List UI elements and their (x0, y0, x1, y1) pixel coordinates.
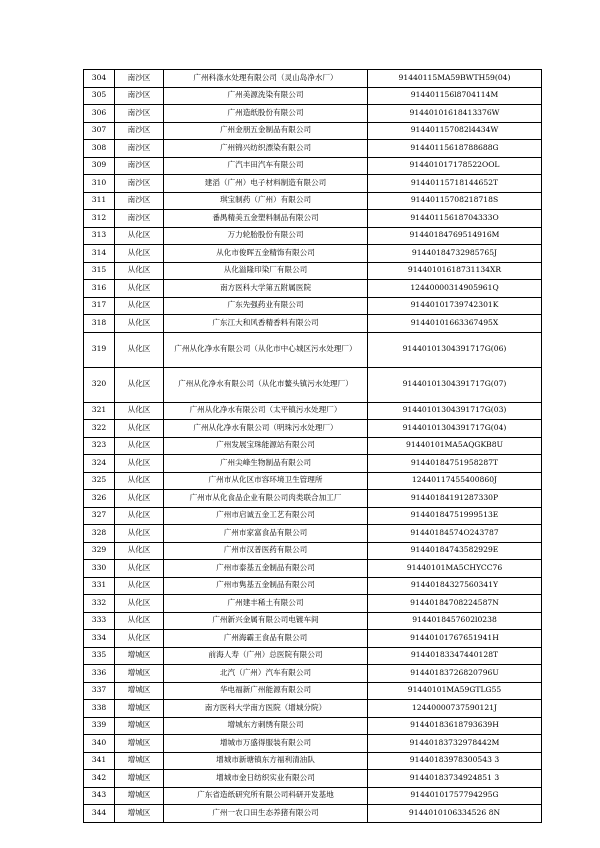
row-district: 从化区 (115, 490, 164, 508)
row-district: 南沙区 (115, 122, 164, 140)
row-company-name: 华电福新广州能源有限公司 (164, 682, 368, 700)
row-district: 增城区 (115, 752, 164, 770)
table-row (84, 595, 542, 613)
row-number: 314 (84, 245, 115, 263)
row-district: 从化区 (115, 560, 164, 578)
row-company-name: 番禺精美五金塑料制品有限公司 (164, 210, 368, 228)
row-credit-code: 914401157082l4434W (368, 122, 542, 140)
table-row (84, 630, 542, 648)
row-company-name: 广东江大和风香精香料有限公司 (164, 315, 368, 333)
row-credit-code: 914401156l8704114M (368, 87, 542, 105)
row-credit-code: 91440115718144652T (368, 175, 542, 193)
table-row (84, 315, 542, 333)
row-district: 从化区 (115, 420, 164, 438)
row-credit-code: 91440184191287330P (368, 490, 542, 508)
row-district: 从化区 (115, 367, 164, 402)
table-row (84, 700, 542, 718)
table-row (84, 735, 542, 753)
row-district: 从化区 (115, 297, 164, 315)
row-district: 增城区 (115, 682, 164, 700)
table-row (84, 87, 542, 105)
registry-table (83, 69, 542, 823)
row-number: 342 (84, 770, 115, 788)
row-number: 327 (84, 507, 115, 525)
row-credit-code: 91440183618793639H (368, 717, 542, 735)
row-district: 从化区 (115, 472, 164, 490)
row-credit-code: 91440115708218718S (368, 192, 542, 210)
table-row (84, 175, 542, 193)
row-district: 增城区 (115, 665, 164, 683)
row-credit-code: 9144018457602l0238 (368, 612, 542, 630)
row-credit-code: 9144010106334526 8N (368, 805, 542, 823)
row-company-name: 广东省造纸研究所有限公司科研开发基地 (164, 787, 368, 805)
table-row (84, 192, 542, 210)
table-row (84, 297, 542, 315)
row-number: 334 (84, 630, 115, 648)
table-row (84, 560, 542, 578)
row-company-name: 广州美源洗染有限公司 (164, 87, 368, 105)
row-number: 344 (84, 805, 115, 823)
table-row (84, 647, 542, 665)
row-number: 339 (84, 717, 115, 735)
table-row (84, 227, 542, 245)
row-district: 南沙区 (115, 192, 164, 210)
row-credit-code: 91440101304391717G(03) (368, 402, 542, 420)
row-company-name: 广州发展宝珠能源站有限公司 (164, 437, 368, 455)
row-number: 340 (84, 735, 115, 753)
row-credit-code: 91440183347440128T (368, 647, 542, 665)
row-company-name: 广州一农口田生态养猪有限公司 (164, 805, 368, 823)
row-district: 从化区 (115, 332, 164, 367)
row-district: 南沙区 (115, 87, 164, 105)
table-row (84, 420, 542, 438)
row-credit-code: 91440101767651941H (368, 630, 542, 648)
table-row (84, 752, 542, 770)
table-row (84, 122, 542, 140)
row-credit-code: 91440101304391717G(06) (368, 332, 542, 367)
row-district: 南沙区 (115, 210, 164, 228)
row-number: 330 (84, 560, 115, 578)
row-credit-code: 91440115618704333O (368, 210, 542, 228)
table-row (84, 805, 542, 823)
table-row (84, 682, 542, 700)
row-credit-code: 91440101304391717G(04) (368, 420, 542, 438)
row-number: 317 (84, 297, 115, 315)
row-credit-code: 91440101757794295G (368, 787, 542, 805)
row-company-name: 琪宝制药（广州）有限公司 (164, 192, 368, 210)
row-district: 从化区 (115, 402, 164, 420)
table-row (84, 367, 542, 402)
table-row (84, 402, 542, 420)
table-row (84, 490, 542, 508)
table-row (84, 577, 542, 595)
table-row (84, 507, 542, 525)
row-number: 328 (84, 525, 115, 543)
table-row (84, 717, 542, 735)
row-credit-code: 91440183726820796U (368, 665, 542, 683)
row-credit-code: 91440115MA59BWTH59(04) (368, 70, 542, 88)
row-company-name: 广州市汉普医药有限公司 (164, 542, 368, 560)
table-row (84, 472, 542, 490)
row-company-name: 南方医科大学南方医院（增城分院） (164, 700, 368, 718)
row-company-name: 广州市从化食品企业有限公司肉类联合加工厂 (164, 490, 368, 508)
row-company-name: 南方医科大学第五附属医院 (164, 280, 368, 298)
row-credit-code: 91440183978300543 3 (368, 752, 542, 770)
row-number: 336 (84, 665, 115, 683)
table-row (84, 262, 542, 280)
row-credit-code: 12440000737590121J (368, 700, 542, 718)
row-company-name: 广州市泰基五金制品有限公司 (164, 560, 368, 578)
row-credit-code: 914401017178522OOL (368, 157, 542, 175)
table-row (84, 210, 542, 228)
table-row (84, 245, 542, 263)
row-number: 337 (84, 682, 115, 700)
row-number: 329 (84, 542, 115, 560)
row-number: 321 (84, 402, 115, 420)
row-number: 333 (84, 612, 115, 630)
row-number: 308 (84, 140, 115, 158)
row-district: 增城区 (115, 647, 164, 665)
row-company-name: 广州新兴金属有限公司电镀车间 (164, 612, 368, 630)
row-credit-code: 91440183732978442M (368, 735, 542, 753)
row-district: 从化区 (115, 262, 164, 280)
row-company-name: 广州锦兴纺织漂染有限公司 (164, 140, 368, 158)
row-company-name: 广州造纸股份有限公司 (164, 105, 368, 123)
table-row (84, 105, 542, 123)
table-row (84, 332, 542, 367)
row-credit-code: 91440101304391717G(07) (368, 367, 542, 402)
row-credit-code: 91440101618731134XR (368, 262, 542, 280)
row-number: 343 (84, 787, 115, 805)
row-company-name: 增城市万盛得服装有限公司 (164, 735, 368, 753)
table-row (84, 542, 542, 560)
row-district: 增城区 (115, 700, 164, 718)
row-company-name: 广州从化净水有限公司（明珠污水处理厂） (164, 420, 368, 438)
row-district: 从化区 (115, 227, 164, 245)
row-number: 338 (84, 700, 115, 718)
row-credit-code: 91440183734924851 3 (368, 770, 542, 788)
registry-table-body (84, 70, 542, 823)
row-credit-code: 91440184751999513E (368, 507, 542, 525)
row-district: 增城区 (115, 770, 164, 788)
row-company-name: 广州从化净水有限公司（从化市中心城区污水处理厂） (164, 332, 368, 367)
table-row (84, 157, 542, 175)
row-company-name: 广州市隽基五金制品有限公司 (164, 577, 368, 595)
table-row (84, 612, 542, 630)
row-credit-code: 91440184743582929E (368, 542, 542, 560)
row-credit-code: 91440184751958287T (368, 455, 542, 473)
row-company-name: 前海人寿（广州）总医院有限公司 (164, 647, 368, 665)
row-company-name: 万力轮胎股份有限公司 (164, 227, 368, 245)
row-district: 增城区 (115, 717, 164, 735)
row-district: 从化区 (115, 455, 164, 473)
row-credit-code: 91440101MA59GTLG55 (368, 682, 542, 700)
row-credit-code: 12440000314905961Q (368, 280, 542, 298)
row-number: 306 (84, 105, 115, 123)
row-number: 332 (84, 595, 115, 613)
table-row (84, 455, 542, 473)
row-number: 325 (84, 472, 115, 490)
row-district: 从化区 (115, 315, 164, 333)
row-district: 南沙区 (115, 105, 164, 123)
row-district: 从化区 (115, 437, 164, 455)
row-company-name: 广东先强药业有限公司 (164, 297, 368, 315)
row-number: 331 (84, 577, 115, 595)
row-district: 增城区 (115, 805, 164, 823)
row-district: 南沙区 (115, 140, 164, 158)
row-district: 从化区 (115, 280, 164, 298)
row-company-name: 北汽（广州）汽车有限公司 (164, 665, 368, 683)
row-district: 增城区 (115, 787, 164, 805)
row-credit-code: 91440101739742301K (368, 297, 542, 315)
row-district: 南沙区 (115, 157, 164, 175)
table-row (84, 525, 542, 543)
row-credit-code: 12440117455400860J (368, 472, 542, 490)
row-company-name: 广州金朋五金制品有限公司 (164, 122, 368, 140)
row-credit-code: 91440115618788688G (368, 140, 542, 158)
row-credit-code: 91440101MA5AQGKB8U (368, 437, 542, 455)
row-company-name: 广州科涤水处理有限公司（灵山岛净水厂） (164, 70, 368, 88)
row-company-name: 广州市家富食品有限公司 (164, 525, 368, 543)
row-number: 326 (84, 490, 115, 508)
row-credit-code: 91440101663367495X (368, 315, 542, 333)
row-number: 304 (84, 70, 115, 88)
row-credit-code: 91440184574O243787 (368, 525, 542, 543)
row-company-name: 增城市金日纺织实业有限公司 (164, 770, 368, 788)
row-company-name: 广州尖峰生物制品有限公司 (164, 455, 368, 473)
row-number: 313 (84, 227, 115, 245)
table-row (84, 437, 542, 455)
row-credit-code: 91440184708224587N (368, 595, 542, 613)
row-number: 316 (84, 280, 115, 298)
row-company-name: 广州从化净水有限公司（太平镇污水处理厂） (164, 402, 368, 420)
row-district: 从化区 (115, 612, 164, 630)
row-company-name: 广州市从化区市容环境卫生管理所 (164, 472, 368, 490)
table-row (84, 665, 542, 683)
row-number: 310 (84, 175, 115, 193)
row-credit-code: 91440184732985765J (368, 245, 542, 263)
row-company-name: 广州海霸王食品有限公司 (164, 630, 368, 648)
row-district: 从化区 (115, 525, 164, 543)
row-company-name: 建滔（广州）电子材料制造有限公司 (164, 175, 368, 193)
row-number: 305 (84, 87, 115, 105)
row-company-name: 广州市启诚五金工艺有限公司 (164, 507, 368, 525)
row-district: 增城区 (115, 735, 164, 753)
table-row (84, 140, 542, 158)
table-row (84, 70, 542, 88)
row-credit-code: 91440101MA5CHYCC76 (368, 560, 542, 578)
row-credit-code: 91440184769514916M (368, 227, 542, 245)
row-company-name: 广汽丰田汽车有限公司 (164, 157, 368, 175)
row-number: 323 (84, 437, 115, 455)
row-number: 320 (84, 367, 115, 402)
row-company-name: 从化溢隆印染厂有限公司 (164, 262, 368, 280)
row-number: 312 (84, 210, 115, 228)
row-credit-code: 91440101618413376W (368, 105, 542, 123)
row-number: 309 (84, 157, 115, 175)
row-number: 322 (84, 420, 115, 438)
row-district: 从化区 (115, 245, 164, 263)
row-company-name: 广州从化净水有限公司（从化市鳌头镇污水处理厂） (164, 367, 368, 402)
row-district: 南沙区 (115, 70, 164, 88)
row-district: 南沙区 (115, 175, 164, 193)
row-number: 315 (84, 262, 115, 280)
row-credit-code: 91440184327560341Y (368, 577, 542, 595)
row-district: 从化区 (115, 577, 164, 595)
row-company-name: 从化市俊晖五金精饰有限公司 (164, 245, 368, 263)
row-number: 307 (84, 122, 115, 140)
row-district: 从化区 (115, 595, 164, 613)
row-number: 318 (84, 315, 115, 333)
table-row (84, 770, 542, 788)
row-number: 319 (84, 332, 115, 367)
table-row (84, 280, 542, 298)
row-number: 335 (84, 647, 115, 665)
row-district: 从化区 (115, 507, 164, 525)
row-company-name: 广州建丰稀土有限公司 (164, 595, 368, 613)
table-row (84, 787, 542, 805)
row-number: 341 (84, 752, 115, 770)
row-number: 324 (84, 455, 115, 473)
row-company-name: 增城东方刺绣有限公司 (164, 717, 368, 735)
row-district: 从化区 (115, 630, 164, 648)
row-number: 311 (84, 192, 115, 210)
row-district: 从化区 (115, 542, 164, 560)
row-company-name: 增城市新塘镇东方福利清油队 (164, 752, 368, 770)
